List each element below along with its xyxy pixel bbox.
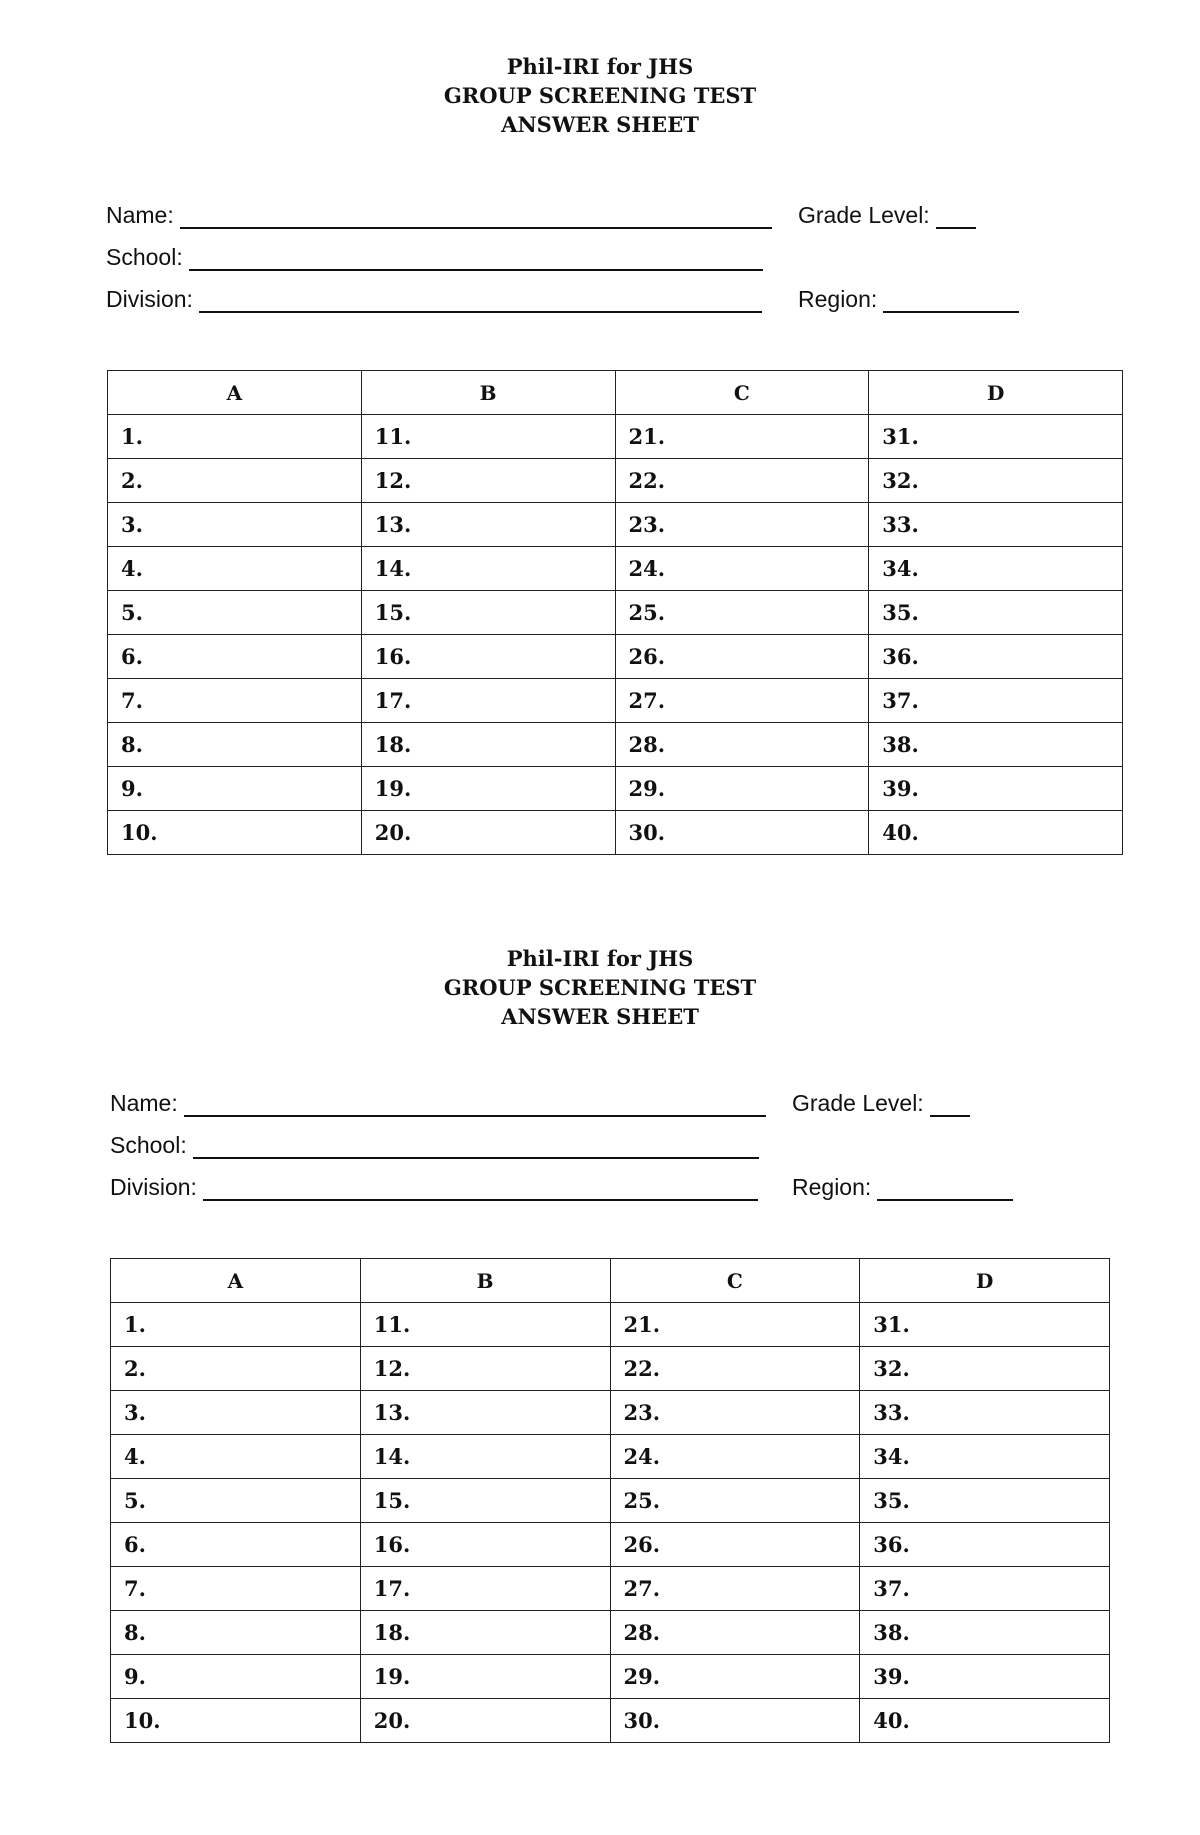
answer-cell[interactable]: 13.	[361, 503, 615, 547]
column-header-b: B	[360, 1259, 610, 1303]
table-row	[108, 459, 1123, 503]
answer-cell[interactable]: 34.	[869, 547, 1123, 591]
table-row	[111, 1523, 1110, 1567]
answer-cell[interactable]: 11.	[361, 415, 615, 459]
answer-cell[interactable]: 31.	[869, 415, 1123, 459]
answer-cell[interactable]: 30.	[615, 811, 869, 855]
division-blank[interactable]	[199, 287, 762, 313]
school-field[interactable]	[110, 1127, 759, 1159]
answer-cell[interactable]: 3.	[111, 1391, 361, 1435]
answer-cell[interactable]: 7.	[108, 679, 362, 723]
table-row	[108, 635, 1123, 679]
column-header-c: C	[615, 371, 869, 415]
answer-cell[interactable]: 17.	[360, 1567, 610, 1611]
name-field[interactable]	[106, 197, 772, 229]
answer-cell[interactable]: 40.	[860, 1699, 1110, 1743]
division-label: Division:	[106, 286, 193, 312]
answer-cell[interactable]: 19.	[360, 1655, 610, 1699]
table-row	[111, 1303, 1110, 1347]
answer-cell[interactable]: 36.	[869, 635, 1123, 679]
answer-cell[interactable]: 33.	[860, 1391, 1110, 1435]
answer-grid	[107, 370, 1123, 855]
region-label: Region:	[792, 1174, 872, 1200]
answer-cell[interactable]: 18.	[360, 1611, 610, 1655]
answer-cell[interactable]: 14.	[361, 547, 615, 591]
name-blank[interactable]	[180, 203, 772, 229]
answer-cell[interactable]: 15.	[360, 1479, 610, 1523]
region-label: Region:	[798, 286, 878, 312]
answer-cell[interactable]: 8.	[111, 1611, 361, 1655]
table-row	[108, 811, 1123, 855]
answer-cell[interactable]: 2.	[111, 1347, 361, 1391]
table-row	[111, 1699, 1110, 1743]
answer-cell[interactable]: 33.	[869, 503, 1123, 547]
school-field[interactable]	[106, 239, 763, 271]
column-header-d: D	[860, 1259, 1110, 1303]
region-field[interactable]	[798, 281, 1019, 313]
answer-cell[interactable]: 25.	[615, 591, 869, 635]
answer-cell[interactable]: 32.	[860, 1347, 1110, 1391]
answer-cell[interactable]: 29.	[615, 767, 869, 811]
title-line-2: GROUP SCREENING TEST	[443, 975, 757, 1000]
name-field[interactable]	[110, 1085, 766, 1117]
answer-cell[interactable]: 10.	[108, 811, 362, 855]
division-field[interactable]	[106, 281, 762, 313]
column-header-c: C	[610, 1259, 860, 1303]
answer-cell[interactable]: 9.	[111, 1655, 361, 1699]
answer-cell[interactable]: 40.	[869, 811, 1123, 855]
answer-cell[interactable]: 9.	[108, 767, 362, 811]
answer-cell[interactable]: 1.	[108, 415, 362, 459]
table-row	[108, 415, 1123, 459]
column-header-a: A	[108, 371, 362, 415]
table-row	[111, 1347, 1110, 1391]
answer-cell[interactable]: 12.	[361, 459, 615, 503]
answer-cell[interactable]: 5.	[108, 591, 362, 635]
table-row	[111, 1391, 1110, 1435]
grade-level-blank[interactable]	[936, 203, 976, 229]
region-field[interactable]	[792, 1169, 1013, 1201]
table-row	[111, 1611, 1110, 1655]
region-blank[interactable]	[883, 287, 1019, 313]
sheet-title	[0, 52, 1200, 139]
answer-cell[interactable]: 15.	[361, 591, 615, 635]
answer-cell[interactable]: 13.	[360, 1391, 610, 1435]
title-line-1: Phil-IRI for JHS	[506, 54, 694, 79]
title-line-2: GROUP SCREENING TEST	[443, 83, 757, 108]
title-line-3: ANSWER SHEET	[501, 112, 699, 137]
answer-cell[interactable]: 39.	[869, 767, 1123, 811]
answer-cell[interactable]: 22.	[615, 459, 869, 503]
answer-cell[interactable]: 38.	[860, 1611, 1110, 1655]
school-blank[interactable]	[193, 1133, 759, 1159]
answer-cell[interactable]: 30.	[610, 1699, 860, 1743]
sheet-title	[0, 944, 1200, 1031]
table-row	[108, 547, 1123, 591]
school-label: School:	[106, 244, 183, 270]
column-header-d: D	[869, 371, 1123, 415]
answer-cell[interactable]: 16.	[360, 1523, 610, 1567]
table-row	[108, 723, 1123, 767]
answer-cell[interactable]: 39.	[860, 1655, 1110, 1699]
answer-cell[interactable]: 14.	[360, 1435, 610, 1479]
answer-cell[interactable]: 11.	[360, 1303, 610, 1347]
name-label: Name:	[106, 202, 174, 228]
school-label: School:	[110, 1132, 187, 1158]
answer-grid	[110, 1258, 1110, 1743]
region-blank[interactable]	[877, 1175, 1013, 1201]
answer-cell[interactable]: 32.	[869, 459, 1123, 503]
answer-cell[interactable]: 24.	[610, 1435, 860, 1479]
answer-cell[interactable]: 27.	[610, 1567, 860, 1611]
answer-cell[interactable]: 7.	[111, 1567, 361, 1611]
answer-cell[interactable]: 28.	[615, 723, 869, 767]
answer-cell[interactable]: 1.	[111, 1303, 361, 1347]
answer-cell[interactable]: 8.	[108, 723, 362, 767]
title-line-1: Phil-IRI for JHS	[506, 946, 694, 971]
table-row	[111, 1655, 1110, 1699]
answer-cell[interactable]: 25.	[610, 1479, 860, 1523]
answer-cell[interactable]: 27.	[615, 679, 869, 723]
answer-cell[interactable]: 37.	[860, 1567, 1110, 1611]
division-field[interactable]	[110, 1169, 758, 1201]
answer-cell[interactable]: 16.	[361, 635, 615, 679]
answer-cell[interactable]: 18.	[361, 723, 615, 767]
table-row	[108, 679, 1123, 723]
answer-cell[interactable]: 35.	[869, 591, 1123, 635]
table-row	[111, 1435, 1110, 1479]
name-blank[interactable]	[184, 1091, 766, 1117]
answer-cell[interactable]: 17.	[361, 679, 615, 723]
answer-cell[interactable]: 4.	[111, 1435, 361, 1479]
answer-cell[interactable]: 23.	[610, 1391, 860, 1435]
table-row	[108, 591, 1123, 635]
answer-cell[interactable]: 21.	[615, 415, 869, 459]
answer-cell[interactable]: 29.	[610, 1655, 860, 1699]
title-line-3: ANSWER SHEET	[501, 1004, 699, 1029]
answer-cell[interactable]: 6.	[108, 635, 362, 679]
answer-cell[interactable]: 36.	[860, 1523, 1110, 1567]
column-header-a: A	[111, 1259, 361, 1303]
grade-level-field[interactable]	[792, 1085, 970, 1117]
answer-cell[interactable]: 26.	[610, 1523, 860, 1567]
division-blank[interactable]	[203, 1175, 758, 1201]
answer-cell[interactable]: 24.	[615, 547, 869, 591]
answer-cell[interactable]: 38.	[869, 723, 1123, 767]
answer-cell[interactable]: 37.	[869, 679, 1123, 723]
answer-cell[interactable]: 34.	[860, 1435, 1110, 1479]
column-header-b: B	[361, 371, 615, 415]
answer-cell[interactable]: 5.	[111, 1479, 361, 1523]
answer-cell[interactable]: 26.	[615, 635, 869, 679]
table-row	[111, 1567, 1110, 1611]
answer-cell[interactable]: 20.	[361, 811, 615, 855]
answer-cell[interactable]: 4.	[108, 547, 362, 591]
answer-cell[interactable]: 31.	[860, 1303, 1110, 1347]
name-label: Name:	[110, 1090, 178, 1116]
answer-cell[interactable]: 21.	[610, 1303, 860, 1347]
table-row	[108, 503, 1123, 547]
grade-level-label: Grade Level:	[798, 202, 930, 228]
answer-cell[interactable]: 10.	[111, 1699, 361, 1743]
answer-cell[interactable]: 22.	[610, 1347, 860, 1391]
answer-cell[interactable]: 12.	[360, 1347, 610, 1391]
table-row	[111, 1479, 1110, 1523]
grade-level-label: Grade Level:	[792, 1090, 924, 1116]
grade-level-field[interactable]	[798, 197, 976, 229]
grade-level-blank[interactable]	[930, 1091, 970, 1117]
division-label: Division:	[110, 1174, 197, 1200]
answer-cell[interactable]: 6.	[111, 1523, 361, 1567]
answer-cell[interactable]: 2.	[108, 459, 362, 503]
table-row	[108, 767, 1123, 811]
answer-cell[interactable]: 35.	[860, 1479, 1110, 1523]
school-blank[interactable]	[189, 245, 763, 271]
answer-cell[interactable]: 20.	[360, 1699, 610, 1743]
answer-cell[interactable]: 19.	[361, 767, 615, 811]
answer-cell[interactable]: 23.	[615, 503, 869, 547]
answer-cell[interactable]: 28.	[610, 1611, 860, 1655]
answer-cell[interactable]: 3.	[108, 503, 362, 547]
